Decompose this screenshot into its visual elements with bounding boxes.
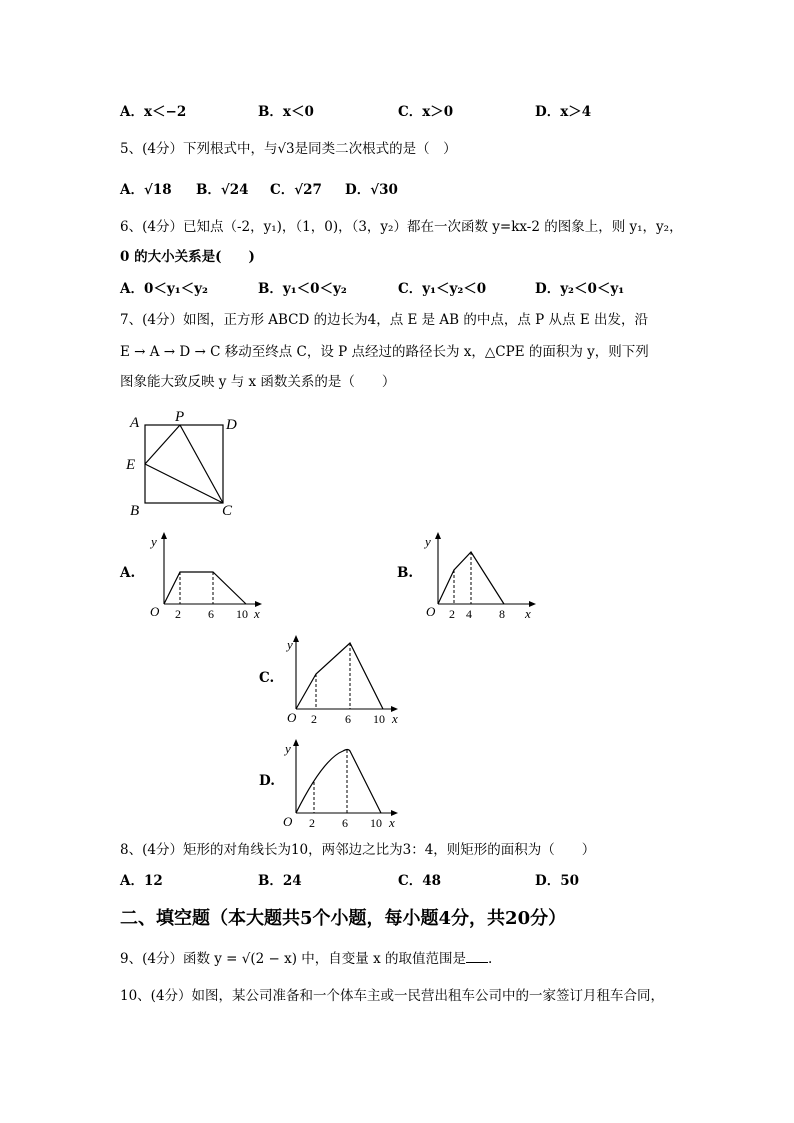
tick-label: 2 (311, 712, 317, 725)
tick-label: 6 (345, 712, 351, 725)
curve-d (296, 750, 381, 814)
q6-option-a: A．0＜y₁＜y₂ (120, 281, 208, 297)
q8-option-b: B．24 (258, 873, 302, 889)
x-axis-label: x (254, 606, 260, 620)
tick-label: 8 (499, 607, 505, 620)
label-a: A (130, 415, 140, 431)
tick-label: 2 (309, 816, 315, 829)
segment-ec (145, 464, 223, 503)
label-d: D (226, 417, 237, 433)
origin-label: O (426, 604, 436, 619)
q6-option-b: B．y₁＜0＜y₂ (258, 281, 347, 297)
tick-label: 2 (449, 607, 455, 620)
tick-label: 10 (370, 816, 382, 829)
q6-option-d: D．y₂＜0＜y₁ (535, 281, 625, 297)
graph-c (278, 633, 408, 725)
q6-stem-line2: 0 的大小关系是( ) (120, 249, 255, 265)
q6-stem-line1: 6、(4分）已知点（-2，y₁)，（1，0)，（3，y₂）都在一次函数 y=kx-2 的图象上，则 y₁，y₂， (120, 219, 683, 235)
tick-label: 10 (236, 607, 248, 620)
q8-stem: 8、(4分）矩形的对角线长为10，两邻边之比为3：4，则矩形的面积为（ ） (120, 842, 596, 858)
q9-prefix: 9、(4分）函数 y = √(2 − x) 中，自变量 x 的取值范围是 (120, 951, 466, 967)
q8-option-c: C．48 (398, 873, 442, 889)
tick-label: 6 (208, 607, 214, 620)
y-axis-label: y (285, 741, 291, 756)
label-c: C (222, 503, 233, 519)
choice-label-d: D. (259, 773, 275, 789)
origin-label: O (150, 604, 160, 619)
q7-stem-line1: 7、(4分）如图，正方形 ABCD 的边长为4，点 E 是 AB 的中点，点 P 从点 E 出发，沿 (120, 312, 648, 328)
tick-label: 2 (175, 607, 181, 620)
q5-option-a: A．√18 (120, 182, 172, 198)
y-axis-label: y (287, 637, 293, 652)
origin-label: O (287, 710, 297, 725)
label-p: P (175, 409, 185, 425)
square-figure (120, 405, 250, 520)
curve-c (296, 643, 383, 709)
label-b: B (130, 503, 140, 519)
x-axis-label: x (389, 815, 395, 829)
q9-suffix: . (487, 951, 493, 967)
q6-option-c: C．y₁＜y₂＜0 (398, 281, 487, 297)
label-e: E (126, 457, 136, 473)
q4-option-a: A．x＜−2 (120, 104, 187, 120)
graph-b (414, 530, 544, 620)
tick-label: 4 (466, 607, 472, 620)
choice-label-c: C. (259, 670, 275, 686)
segment-ep (145, 425, 180, 464)
q7-stem-line2: E → A → D → C 移动至终点 C，设 P 点经过的路径长为 x，△CPE 的面积为 y，则下列 (120, 344, 649, 360)
tick-label: 6 (342, 816, 348, 829)
y-axis-label: y (425, 534, 431, 549)
q5-option-c: C．√27 (270, 182, 322, 198)
choice-label-a: A. (120, 565, 136, 581)
q4-option-c: C．x＞0 (398, 104, 454, 120)
q10-stem: 10、(4分）如图，某公司准备和一个体车主或一民营出租车公司中的一家签订月租车合同， (120, 988, 665, 1004)
tick-label: 10 (373, 712, 385, 725)
graph-d (278, 737, 408, 829)
choice-label-b: B. (397, 565, 414, 581)
x-axis-label: x (392, 711, 398, 725)
q4-option-b: B．x＜0 (258, 104, 314, 120)
q5-stem: 5、(4分）下列根式中，与√3是同类二次根式的是（ ） (120, 141, 457, 157)
segment-pc (180, 425, 223, 503)
x-axis-label: x (525, 606, 531, 620)
section-heading: 二、填空题（本大题共5个小题，每小题4分，共20分） (120, 908, 567, 929)
q7-stem-line3: 图象能大致反映 y 与 x 函数关系的是（ ） (120, 374, 396, 390)
square-abcd (145, 425, 223, 503)
q4-option-d: D．x＞4 (535, 104, 592, 120)
y-axis-label: y (151, 534, 157, 549)
q8-option-d: D．50 (535, 873, 579, 889)
graph-a (140, 530, 270, 620)
origin-label: O (283, 814, 293, 829)
q5-option-b: B．√24 (196, 182, 249, 198)
curve-a (164, 572, 246, 604)
q5-option-d: D．√30 (345, 182, 398, 198)
q9-stem (120, 950, 492, 968)
answer-blank (466, 950, 488, 963)
q8-option-a: A．12 (120, 873, 163, 889)
